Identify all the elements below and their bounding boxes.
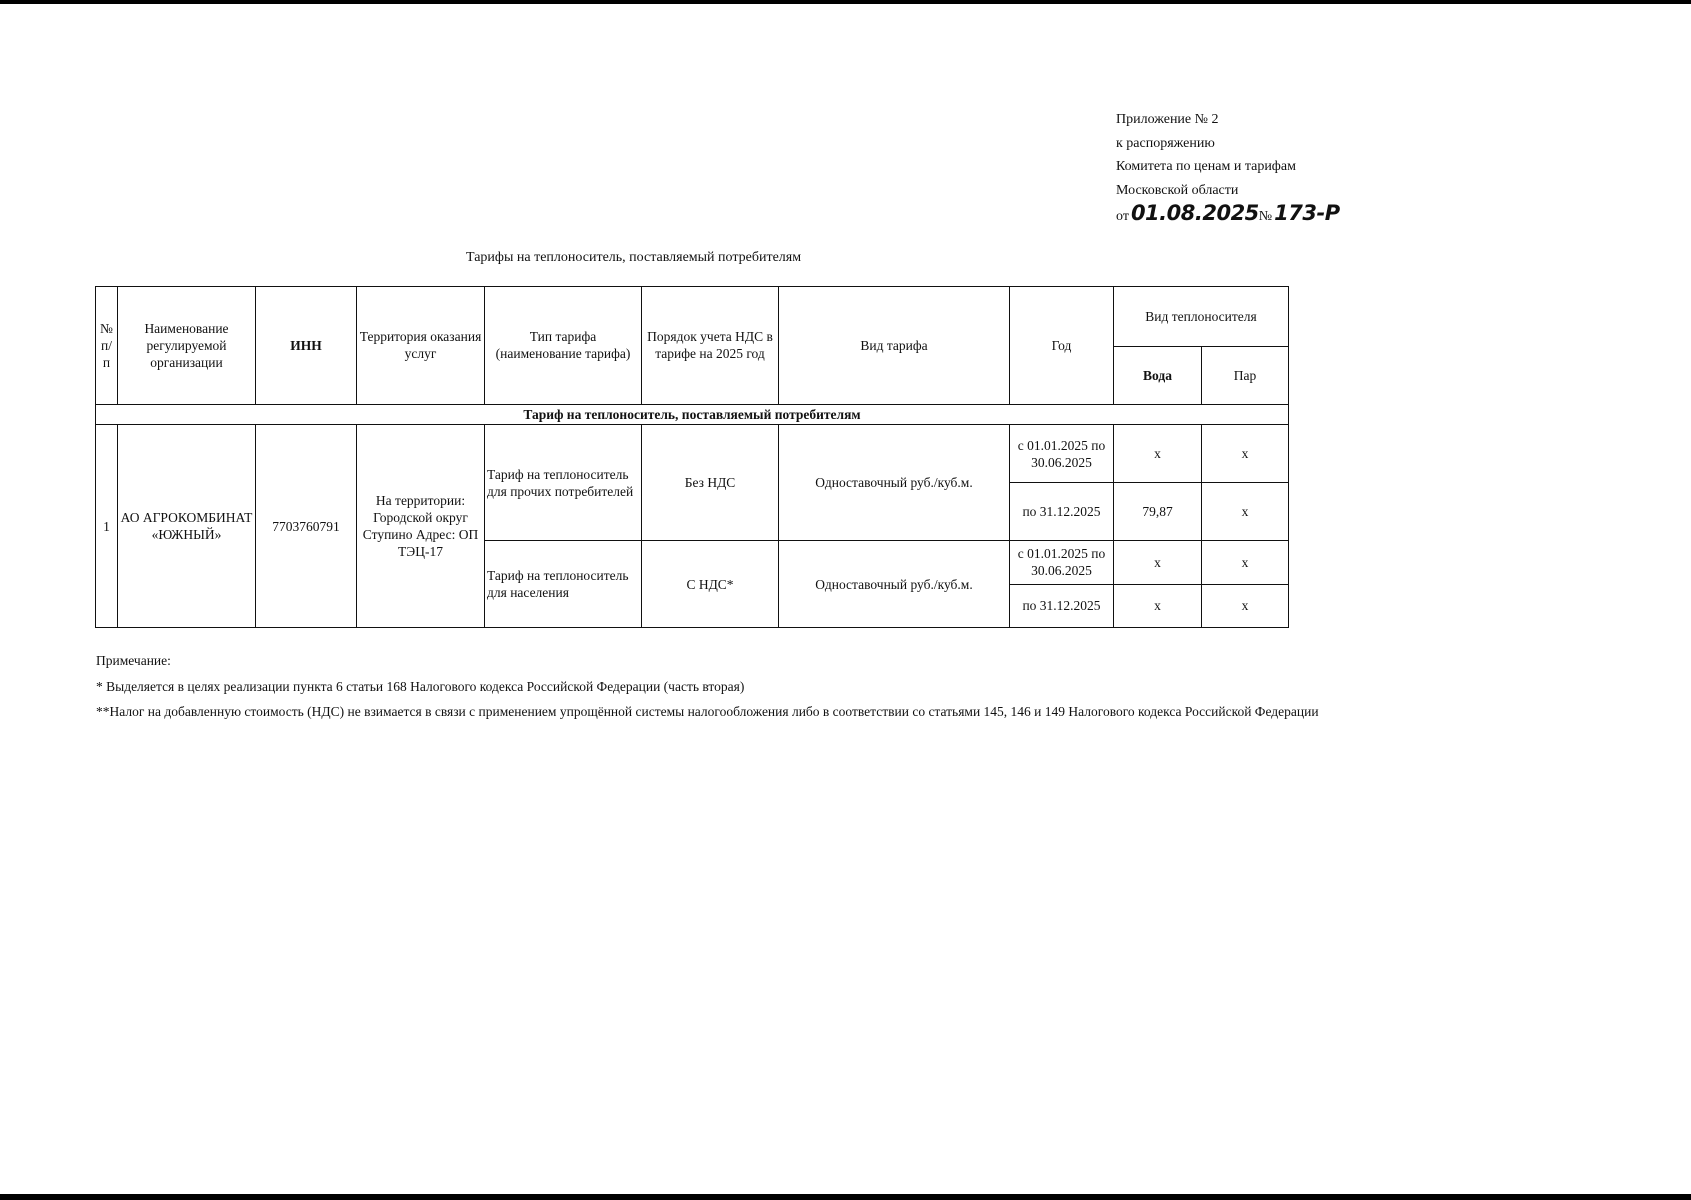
header-tariff-type: Тип тарифа (наименование тарифа) bbox=[485, 287, 642, 405]
appendix-date-line bbox=[1116, 202, 1340, 229]
cell-inn: 7703760791 bbox=[256, 425, 357, 628]
handwritten-date: 01.08.2025 bbox=[1130, 201, 1259, 225]
header-tariff-kind: Вид тарифа bbox=[779, 287, 1010, 405]
cell-period: с 01.01.2025 по 30.06.2025 bbox=[1010, 541, 1114, 584]
notes-label: Примечание: bbox=[96, 653, 171, 668]
cell-water: x bbox=[1114, 425, 1202, 483]
note-vat-exempt: **Налог на добавленную стоимость (НДС) не взимается в связи с применением упрощённой системы налогообложения либо в соответствии со статьями 145, 146 и 149 Налогового кодекса Российской Федерации bbox=[96, 704, 1319, 719]
cell-period: с 01.01.2025 по 30.06.2025 bbox=[1010, 425, 1114, 483]
appendix-line-2: Комитета по ценам и тарифам bbox=[1116, 159, 1296, 174]
cell-period: по 31.12.2025 bbox=[1010, 483, 1114, 541]
scan-edge-top bbox=[0, 0, 1691, 4]
cell-tariff-type: Тариф на теплоноситель для прочих потребителей bbox=[485, 425, 642, 541]
cell-org: АО АГРОКОМБИНАТ «ЮЖНЫЙ» bbox=[118, 425, 256, 628]
cell-vat: Без НДС bbox=[642, 425, 779, 541]
cell-tariff-kind: Одноставочный руб./куб.м. bbox=[779, 425, 1010, 541]
header-year: Год bbox=[1010, 287, 1114, 405]
handwritten-number: 173-Р bbox=[1274, 201, 1340, 225]
cell-tariff-kind: Одноставочный руб./куб.м. bbox=[779, 541, 1010, 628]
notes bbox=[96, 648, 1319, 724]
appendix-line-3: Московской области bbox=[1116, 182, 1239, 198]
cell-tariff-type: Тариф на теплоноситель для населения bbox=[485, 541, 642, 628]
header-steam: Пар bbox=[1202, 346, 1289, 404]
from-prefix: от bbox=[1116, 209, 1129, 224]
section-title: Тариф на теплоноситель, поставляемый потребителям bbox=[96, 404, 1289, 425]
tariff-table bbox=[95, 286, 1289, 628]
cell-num: 1 bbox=[96, 425, 118, 628]
document-title: Тарифы на теплоноситель, поставляемый потребителям bbox=[466, 250, 802, 265]
cell-steam: x bbox=[1202, 483, 1289, 541]
cell-water: x bbox=[1114, 584, 1202, 627]
cell-water: x bbox=[1114, 541, 1202, 584]
scan-edge-bottom bbox=[0, 1194, 1691, 1200]
cell-period: по 31.12.2025 bbox=[1010, 584, 1114, 627]
header-num: № п/п bbox=[96, 287, 118, 405]
header-water: Вода bbox=[1114, 346, 1202, 404]
header-vat-order: Порядок учета НДС в тарифе на 2025 год bbox=[642, 287, 779, 405]
cell-territory: На территории: Городской округ Ступино Адрес: ОП ТЭЦ-17 bbox=[357, 425, 485, 628]
header-carrier: Вид теплоносителя bbox=[1114, 287, 1289, 347]
header-inn: ИНН bbox=[256, 287, 357, 405]
cell-steam: x bbox=[1202, 541, 1289, 584]
table-row bbox=[96, 425, 1289, 483]
number-prefix: № bbox=[1258, 209, 1273, 224]
cell-steam: x bbox=[1202, 425, 1289, 483]
appendix-title: Приложение № 2 bbox=[1116, 112, 1219, 127]
cell-steam: x bbox=[1202, 584, 1289, 627]
cell-vat: С НДС* bbox=[642, 541, 779, 628]
cell-water: 79,87 bbox=[1114, 483, 1202, 541]
appendix-line-1: к распоряжению bbox=[1116, 135, 1215, 151]
header-territory: Территория оказания услуг bbox=[357, 287, 485, 405]
appendix-header bbox=[1116, 108, 1340, 229]
header-org: Наименование регулируемой организации bbox=[118, 287, 256, 405]
note-vat-allocated: * Выделяется в целях реализации пункта 6 статьи 168 Налогового кодекса Российской Федерации (часть вторая) bbox=[96, 679, 745, 694]
